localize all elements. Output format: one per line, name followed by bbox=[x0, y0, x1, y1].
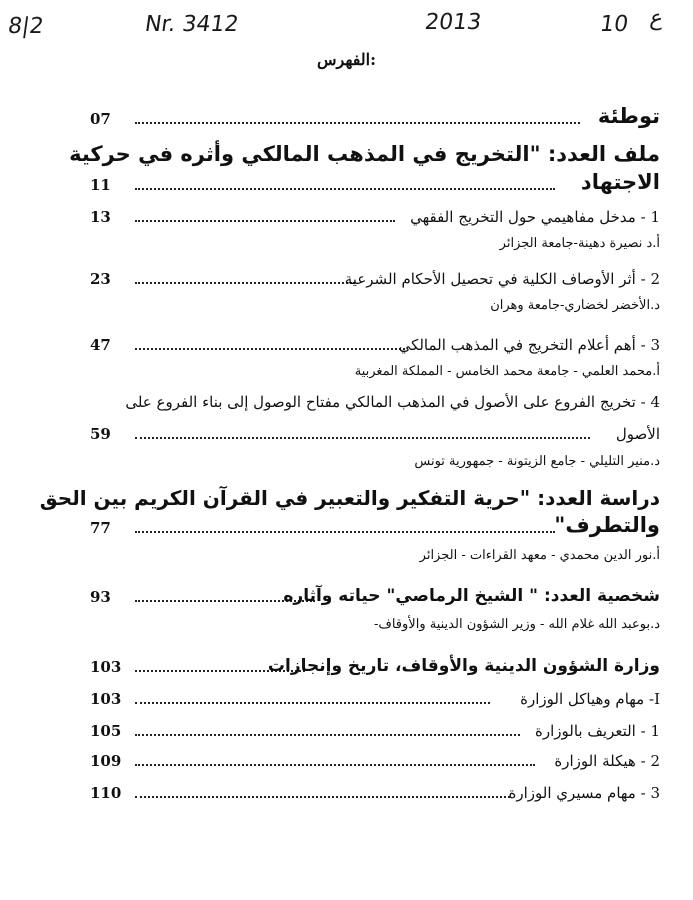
page-number: 93 bbox=[90, 588, 111, 606]
page-number: 13 bbox=[90, 208, 111, 226]
page-number: 110 bbox=[90, 784, 122, 802]
dot-leader bbox=[135, 531, 555, 533]
entry-author: أ.د نصيرة دهينة-جامعة الجزائر bbox=[499, 236, 660, 251]
margin-reference: 8|2 bbox=[6, 14, 46, 39]
toc-subentry-3[interactable] bbox=[90, 746, 660, 770]
catalog-number: Nr. 3412 bbox=[143, 12, 241, 37]
entry-label: توطئة bbox=[597, 104, 660, 128]
entry-label: 2 - أثر الأوصاف الكلية في تحصيل الأحكام الشرعية bbox=[344, 270, 660, 288]
toc-entry-intro[interactable] bbox=[90, 104, 660, 128]
dot-leader bbox=[135, 734, 520, 736]
page-title: الفهرس: bbox=[316, 50, 377, 69]
page-number: 11 bbox=[90, 176, 111, 194]
dot-leader bbox=[135, 188, 555, 190]
entry-label: وزارة الشؤون الدينية والأوقاف، تاريخ وإنجازات bbox=[267, 656, 660, 676]
entry-label: 1 - التعريف بالوزارة bbox=[535, 722, 660, 740]
toc-entry-1[interactable] bbox=[90, 202, 660, 226]
page-number: 47 bbox=[90, 336, 111, 354]
page-number: 77 bbox=[90, 519, 111, 537]
toc-entry-4[interactable] bbox=[90, 419, 660, 443]
entry-label: 3 - أهم أعلام التخريج في المذهب المالكي bbox=[398, 336, 660, 354]
dot-leader bbox=[135, 282, 355, 284]
toc-entry-ministry[interactable] bbox=[90, 652, 660, 676]
page-number: 103 bbox=[90, 690, 122, 708]
entry-author: د.الأخضر لخضاري-جامعة وهران bbox=[490, 298, 660, 313]
entry-author: أ.محمد العلمي - جامعة محمد الخامس - المملكة المغربية bbox=[354, 364, 660, 379]
entry-label: والتطرف" bbox=[554, 513, 660, 537]
toc-entry-file[interactable] bbox=[90, 170, 660, 194]
toc-entry-study[interactable] bbox=[90, 513, 660, 537]
entry-label-line1: 4 - تخريج الفروع على الأصول في المذهب المالكي مفتاح الوصول إلى بناء الفروع على bbox=[125, 393, 660, 411]
issue-number: 10 bbox=[598, 12, 630, 37]
page-number: 07 bbox=[90, 110, 111, 128]
dot-leader bbox=[135, 764, 535, 766]
dot-leader bbox=[135, 122, 580, 124]
toc-entry-3[interactable] bbox=[90, 330, 660, 354]
dot-leader bbox=[135, 220, 395, 222]
page-number: 59 bbox=[90, 425, 111, 443]
entry-label: I- مهام وهياكل الوزارة bbox=[520, 690, 660, 708]
entry-label: الأصول bbox=[615, 425, 660, 443]
dot-leader bbox=[135, 437, 590, 439]
toc-subentry-4[interactable] bbox=[90, 778, 660, 802]
entry-label: 2 - هيكلة الوزارة bbox=[554, 752, 660, 770]
study-heading-line1: دراسة العدد: "حرية التفكير والتعبير في القرآن الكريم بين الحق bbox=[39, 486, 660, 510]
entry-label: 3 - مهام مسيري الوزارة bbox=[508, 784, 660, 802]
page-number: 105 bbox=[90, 722, 122, 740]
page-number: 109 bbox=[90, 752, 122, 770]
dot-leader bbox=[135, 796, 510, 798]
dot-leader bbox=[135, 348, 405, 350]
page-number: 23 bbox=[90, 270, 111, 288]
file-heading-line1: ملف العدد: "التخريج في المذهب المالكي وأثره في حركية bbox=[69, 142, 660, 166]
dot-leader bbox=[135, 702, 490, 704]
entry-author: د.منير التليلي - جامع الزيتونة - جمهورية تونس bbox=[414, 454, 660, 469]
year: 2013 bbox=[423, 10, 483, 35]
entry-author: أ.نور الدين محمدي - معهد القراءات - الجزائر bbox=[419, 548, 660, 563]
page-number: 103 bbox=[90, 658, 122, 676]
entry-label: 1 - مدخل مفاهيمي حول التخريج الفقهي bbox=[410, 208, 660, 226]
toc-subentry-1[interactable] bbox=[90, 684, 660, 708]
entry-author: د.بوعبد الله غلام الله - وزير الشؤون الدينية والأوقاف- bbox=[373, 617, 660, 632]
entry-label: الاجتهاد bbox=[580, 170, 660, 194]
toc-entry-2[interactable] bbox=[90, 264, 660, 288]
issue-label: ع bbox=[648, 6, 665, 31]
toc-subentry-2[interactable] bbox=[90, 716, 660, 740]
toc-entry-personality[interactable] bbox=[90, 582, 660, 606]
entry-label: شخصية العدد: " الشيخ الرماصي" حياته وآثاره bbox=[283, 586, 660, 606]
